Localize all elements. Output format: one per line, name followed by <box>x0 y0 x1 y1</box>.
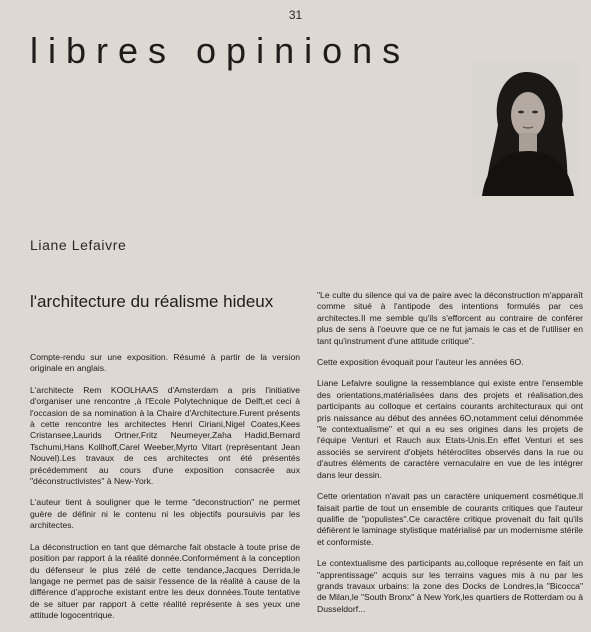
right-column <box>317 290 583 625</box>
author-portrait <box>472 63 579 196</box>
paragraph: "Le culte du silence qui va de paire avec la déconstruction m'apparaît comme situé à l'antipode des intentions formulés par ces architectes.Il me semble qu'ils s'efforcent au contraire de conférer plus de sens à l'oeuvre que ce ne fut jamais le cas et de l'utiliser en tant qu'instrument d'une attitude critique". <box>317 290 583 346</box>
paragraph: Cette exposition évoquait pour l'auteur les années 6O. <box>317 357 524 368</box>
portrait-image <box>472 63 579 196</box>
article-title: l'architecture du réalisme hideux <box>30 292 274 311</box>
paragraph: La déconstruction en tant que démarche fait obstacle à toute prise de position par rapport à la réalité donnée.Conformément à la conception du défenseur le plus zélé de cette tendance,Jacques Derrida,le langage ne permet pas de saisir l'essence de la réalité à cause de la différence d'approche existant entre les deux données.Toute tentative de se situer par rapport à cette réalité représente à ses yeux une attitude logocentrique. <box>30 541 300 621</box>
paragraph: L'architecte Rem KOOLHAAS d'Amsterdam a pris l'initiative d'organiser une rencontre ,à l'Ecole Polytechnique de Delft,et ceci à l'occasion de sa nomination à la Chaire d'Architecture.Furent présents à cette rencontre les architectes Henri Ciriani,Nigel Coates,Kees Cristansee,Laurids Ortner,Fritz Neumeyer,Zaha Hadid,Bernard Tschumi,Hans Kollhoff,Carel Weeber,Myrto Vitart (représentant Jean Nouvel).Les travaux de ces architectes ont été présentés précédemment au cours d'une exposition consacrée aux "déconstructivistes" à New-York. <box>30 384 300 487</box>
paragraph: L'auteur tient à souligner que le terme "deconstruction" ne permet guère de définir ni le contenu ni les objectifs poursuivis par les architectes. <box>30 497 300 531</box>
paragraph: Liane Lefaivre souligne la ressemblance qui existe entre l'ensemble des orientations,matérialisées dans des projets et réalisation,des participants au colloque et certains courants architecturaux qui ont pris naissance au début des années 6O,notamment celui dénommée "le contextualisme" et qui a eu ses origines dans les projets de l'équipe Venturi et Rauch aux Etats-Unis.En effet Venturi et ses associés se servirent d'objets hétéroclites observés dans la rue ou d'autres éléments de caractère vernaculaire en vue de les intégrer dans leur dessin. <box>317 378 583 480</box>
page-number: 31 <box>288 8 303 22</box>
paragraph: Le contextualisme des participants au,colloque représente en fait un "apprentissage" acquis sur les terrains vagues mis à nu par les grands travaux urbains: la zone des Docks de Londres,la "Bicocca" de Milan,le "South Bronx" à New York,les quartiers de Rotterdam ou à Dusseldorf... <box>317 558 583 614</box>
paragraph: Compte-rendu sur une exposition. Résumé à partir de la version originale en anglais. <box>30 352 300 374</box>
section-title: libres opinions <box>30 30 411 71</box>
paragraph: Cette orientation n'avait pas un caractère uniquement cosmétique.Il faisait partie de tout un ensemble de courants critiques que l'auteur qualifie de "populistes".Ce caractère critique provenait du fait qu'ils défièrent le laminage stylistique matérialisé par un modernisme stérile et conformiste. <box>317 491 583 547</box>
author-name: Liane Lefaivre <box>30 237 127 253</box>
left-column <box>30 352 300 632</box>
